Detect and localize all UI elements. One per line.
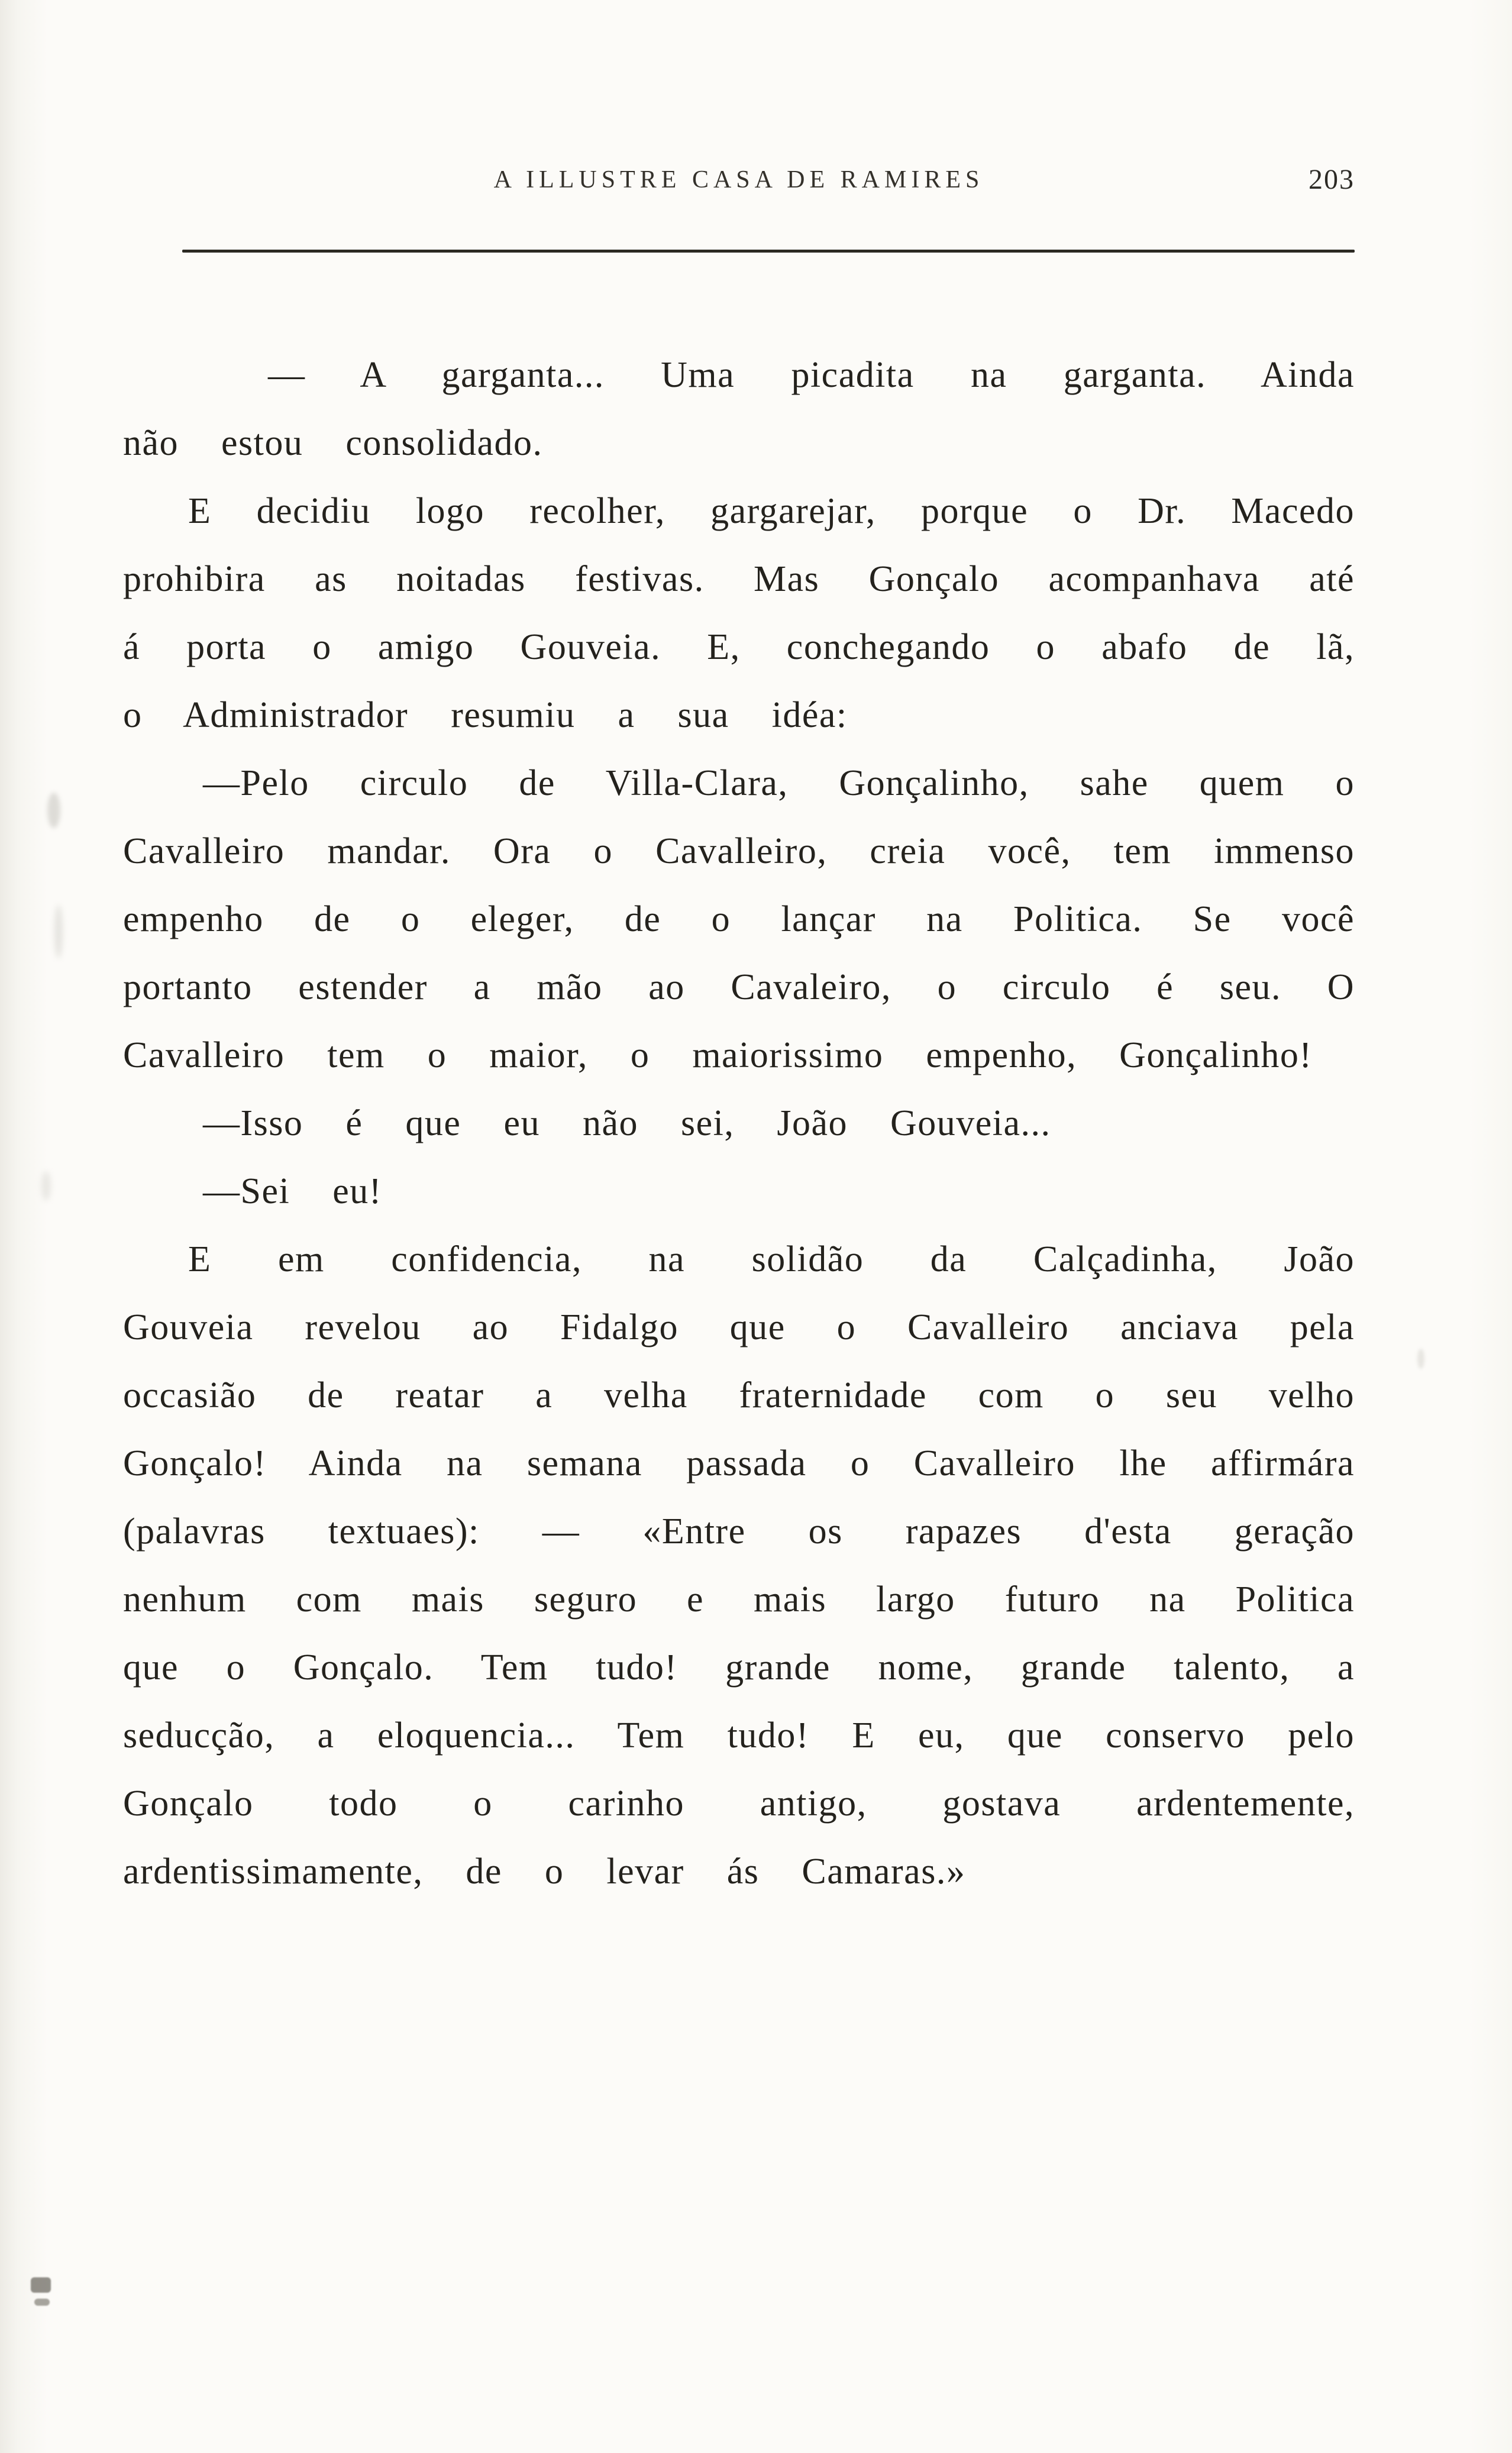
- paragraph-dialogue-2: —Pelo circulo de Villa-Clara, Gonçalinho, sahe quem o Cavalleiro mandar. Ora o Cavalleiro, creia você, tem immenso empenho de o eleger, de o lançar na Politica. Se você portanto estender a mão ao Cavaleiro, o circulo é seu. O Cavalleiro tem o maior, o maiorissimo empenho, Gonçalinho!: [123, 763, 1355, 1075]
- scan-smudge: [54, 905, 63, 958]
- paragraph-dialogue-4: —Sei eu!: [203, 1171, 382, 1211]
- page-number: 203: [1309, 164, 1355, 195]
- scan-smudge: [34, 2299, 50, 2306]
- page-body: [123, 341, 1355, 1906]
- paragraph-narration-2: E em confidencia, na solidão da Calçadinha, João Gouveia revelou ao Fidalgo que o Cavalleiro anciava pela occasião de reatar a velha fraternidade com o seu velho Gonçalo! Ainda na semana passada o Cavalleiro lhe affirmára (palavras textuaes): — «Entre os rapazes d'esta geração nenhum com mais seguro e mais largo futuro na Politica que o Gonçalo. Tem tudo! grande nome, grande talento, a seducção, a eloquencia... Tem tudo! E eu, que conservo pelo Gonçalo todo o carinho antigo, gostava ardentemente, ardentissimamente, de o levar ás Camaras.»: [123, 1239, 1355, 1892]
- running-title: A ILLUSTRE CASA DE RAMIRES: [493, 166, 984, 193]
- scan-smudge: [47, 793, 60, 828]
- header-rule: [182, 250, 1355, 253]
- paragraph-narration-1: E decidiu logo recolher, gargarejar, porque o Dr. Macedo prohibira as noitadas festivas. Mas Gonçalo acompanhava até á porta o amigo Gouveia. E, conchegando o abafo de lã, o Administrador resumiu a sua idéa:: [123, 491, 1355, 735]
- scan-smudge: [1417, 1349, 1424, 1369]
- paragraph-dialogue-3: —Isso é que eu não sei, João Gouveia...: [203, 1103, 1051, 1143]
- paragraph-dialogue-1: — A garganta... Uma picadita na garganta. Ainda não estou consolidado.: [123, 355, 1355, 463]
- page-header: [123, 166, 1355, 201]
- scan-smudge: [41, 1171, 51, 1201]
- scan-smudge: [31, 2277, 51, 2293]
